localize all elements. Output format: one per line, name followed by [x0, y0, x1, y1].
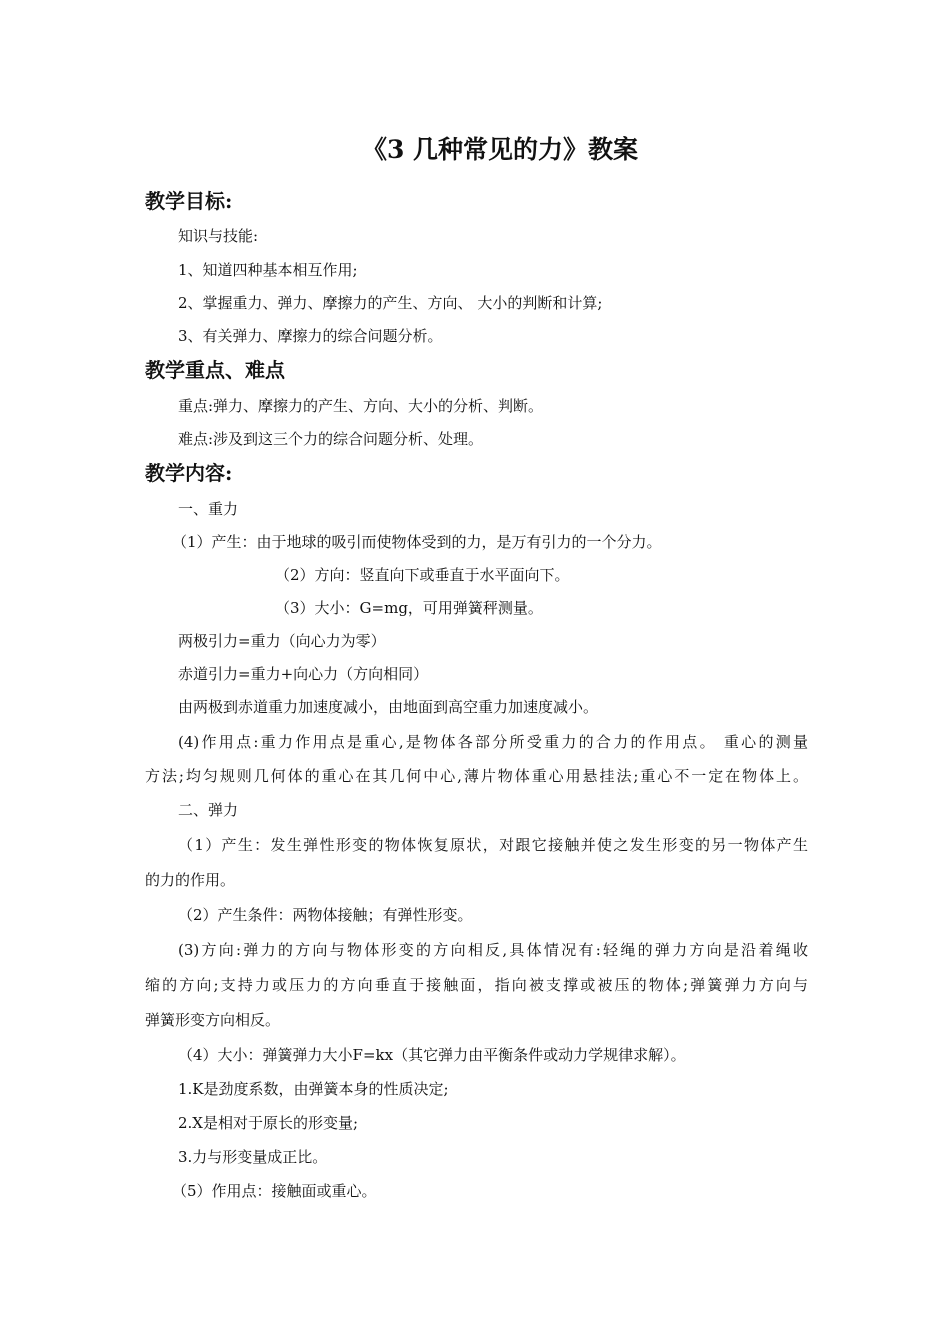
- objectives-line: 2、掌握重力、弹力、摩擦力的产生、方向、 大小的判断和计算;: [178, 294, 603, 312]
- content-line: (4)作用点:重力作用点是重心,是物体各部分所受重力的合力的作用点。 重心的测量: [178, 733, 808, 751]
- content-line: （2）产生条件：两物体接触；有弹性形变。: [178, 906, 473, 924]
- content-line: 由两极到赤道重力加速度减小，由地面到高空重力加速度减小。: [178, 698, 599, 716]
- content-line: （1）产生：由于地球的吸引而使物体受到的力，是万有引力的一个分力。: [172, 533, 662, 551]
- content-line: （4）大小：弹簧弹力大小F=kx（其它弹力由平衡条件或动力学规律求解）。: [178, 1046, 686, 1064]
- key-points-line: 重点:弹力、摩擦力的产生、方向、大小的分析、判断。: [178, 397, 544, 415]
- content-line: 弹簧形变方向相反。: [145, 1011, 281, 1029]
- content-line: (3)方向:弹力的方向与物体形变的方向相反,具体情况有:轻绳的弹力方向是沿着绳收: [178, 941, 808, 959]
- content-line: 的力的作用。: [145, 871, 236, 889]
- heading-key-points: 教学重点、难点: [145, 358, 285, 382]
- content-line: （2）方向：竖直向下或垂直于水平面向下。: [275, 566, 570, 584]
- content-line: （5）作用点：接触面或重心。: [172, 1182, 377, 1200]
- content-line: 二、弹力: [178, 801, 239, 819]
- content-line: 两极引力=重力（向心力为零）: [178, 632, 386, 650]
- content-line: 一、重力: [178, 500, 239, 518]
- content-line: 方法;均匀规则几何体的重心在其几何中心,薄片物体重心用悬挂法;重心不一定在物体上。: [145, 767, 808, 785]
- heading-objectives: 教学目标:: [145, 189, 233, 213]
- objectives-line: 知识与技能:: [178, 227, 259, 245]
- content-line: 3.力与形变量成正比。: [178, 1148, 328, 1166]
- heading-content: 教学内容:: [145, 461, 233, 485]
- document-title: 《3 几种常见的力》教案: [361, 135, 639, 164]
- key-points-line: 难点:涉及到这三个力的综合问题分析、处理。: [178, 430, 484, 448]
- content-line: （1）产生：发生弹性形变的物体恢复原状，对跟它接触并使之发生形变的另一物体产生: [178, 836, 808, 854]
- content-line: 2.X是相对于原长的形变量;: [178, 1114, 359, 1132]
- content-line: 缩的方向;支持力或压力的方向垂直于接触面，指向被支撑或被压的物体;弹簧弹力方向与: [145, 976, 808, 994]
- content-line: 赤道引力=重力+向心力（方向相同）: [178, 665, 429, 683]
- objectives-line: 3、有关弹力、摩擦力的综合问题分析。: [178, 327, 443, 345]
- content-line: （3）大小：G=mg，可用弹簧秤测量。: [275, 599, 543, 617]
- content-line: 1.K是劲度系数，由弹簧本身的性质决定;: [178, 1080, 449, 1098]
- objectives-line: 1、知道四种基本相互作用;: [178, 261, 358, 279]
